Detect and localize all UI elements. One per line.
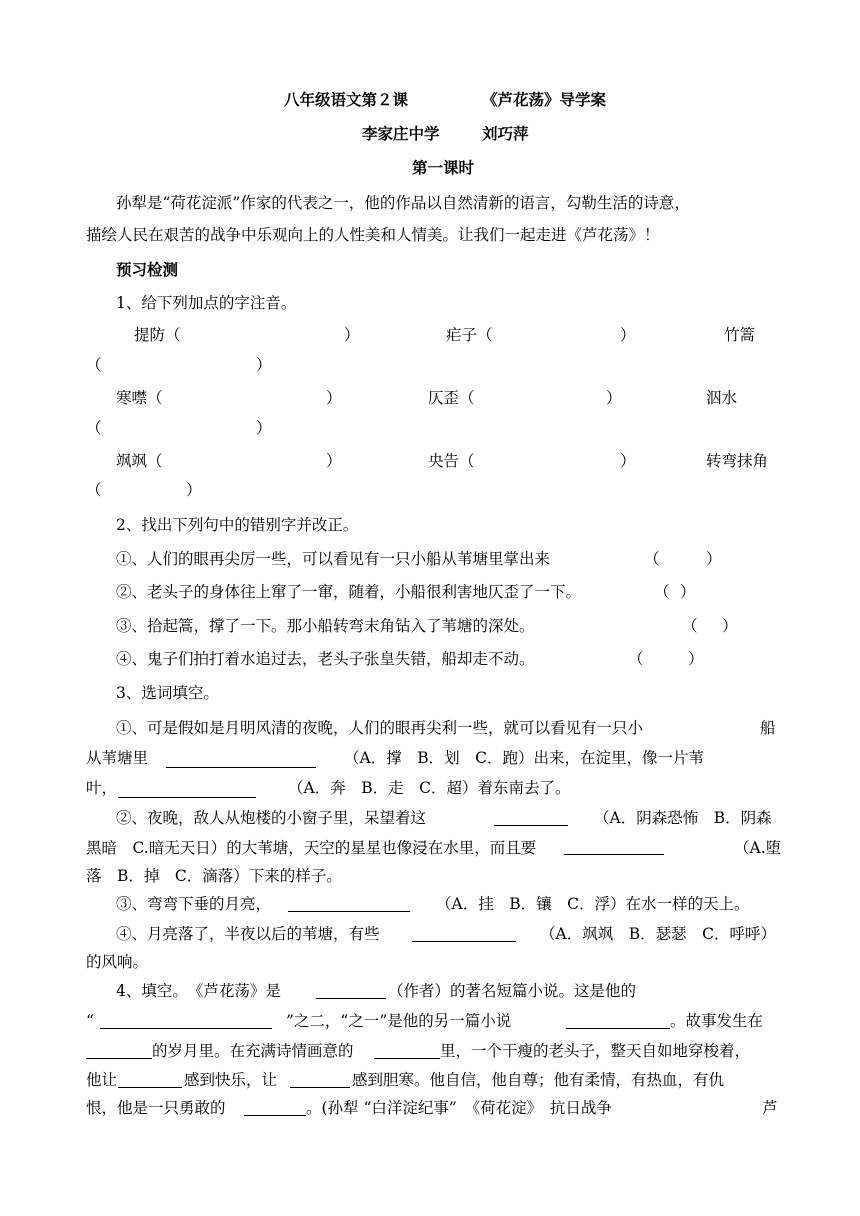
q1-word: 竹篙 bbox=[724, 326, 756, 344]
q4-line-4a: 他让 bbox=[86, 1071, 118, 1089]
answer-blank[interactable] bbox=[290, 1087, 350, 1088]
intro-line-2: 描绘人民在艰苦的战争中乐观向上的人性美和人情美。让我们一起走进《芦花荡》！ bbox=[86, 226, 660, 244]
q3-item-4-line2: 的风响。 bbox=[86, 953, 149, 971]
q4-line-5a: 恨，他是一只勇敢的 bbox=[86, 1099, 226, 1117]
q1-word: 飒飒（ bbox=[116, 452, 163, 470]
q3-options: （A．奔 B．走 C．超）着东南去了。 bbox=[288, 779, 571, 797]
q4-line-5c: 芦 bbox=[762, 1099, 778, 1117]
q2-paren: （ bbox=[628, 650, 644, 668]
q3-options: （A.堕 bbox=[734, 839, 782, 857]
intro-line-1: 孙犁是“荷花淀派”作家的代表之一，他的作品以自然清新的语言，勾勒生活的诗意， bbox=[116, 194, 690, 212]
q2-paren: （ bbox=[644, 550, 660, 568]
q1-word: 仄歪（ bbox=[428, 389, 475, 407]
school-name: 李家庄中学 bbox=[362, 125, 440, 143]
q4-line-1b: （作者）的著名短篇小说。这是他的 bbox=[388, 982, 637, 1000]
q1-paren: ） bbox=[326, 389, 342, 407]
q3-item-4: ④、月亮落了，半夜以后的苇塘，有些 bbox=[116, 925, 380, 943]
q1-paren: ） bbox=[326, 452, 342, 470]
section-title: 预习检测 bbox=[116, 261, 179, 279]
answer-blank[interactable] bbox=[316, 998, 386, 999]
q4-line-5b: 。(孙犁 “白洋淀纪事” 《荷花淀》 抗日战争 bbox=[306, 1099, 612, 1117]
q3-item-2-line3: 落 B．掉 C．滴落）下来的样子。 bbox=[86, 867, 342, 885]
answer-blank[interactable] bbox=[118, 797, 256, 798]
q1-word: 央告（ bbox=[428, 452, 475, 470]
q2-item-4: ④、鬼子们拍打着水追过去，老头子张皇失错，船却走不动。 bbox=[116, 650, 535, 668]
q3-options: （A．撑 B．划 C．跑）出来，在淀里，像一片苇 bbox=[344, 749, 704, 767]
title-left: 八年级语文第２课 bbox=[284, 91, 409, 109]
q2-paren: ） bbox=[680, 583, 696, 601]
q1-paren: （ bbox=[86, 481, 102, 499]
lesson-label: 第一课时 bbox=[412, 159, 475, 177]
answer-blank[interactable] bbox=[166, 767, 316, 768]
q3-item-1-line3: 叶， bbox=[86, 779, 118, 797]
q4-line-2b: ”之二，“之一”是他的另一篇小说 bbox=[286, 1012, 512, 1030]
q2-paren: ） bbox=[706, 550, 722, 568]
q2-paren: ） bbox=[688, 650, 704, 668]
q4-line-4c: 感到胆寒。他自信，他自尊；他有柔情，有热血，有仇 bbox=[352, 1071, 725, 1089]
answer-blank[interactable] bbox=[566, 1028, 670, 1029]
q1-paren: ） bbox=[256, 356, 272, 374]
answer-blank[interactable] bbox=[494, 825, 568, 826]
q1-word: 提防（ bbox=[134, 326, 181, 344]
q1-title: 1、给下列加点的字注音。 bbox=[116, 294, 297, 312]
q1-paren: ） bbox=[620, 452, 636, 470]
q2-item-1: ①、人们的眼再尖厉一些，可以看见有一只小船从苇塘里掌出来 bbox=[116, 550, 551, 568]
answer-blank[interactable] bbox=[118, 1087, 182, 1088]
q1-word: 疟子（ bbox=[446, 326, 493, 344]
q1-paren: ） bbox=[344, 326, 360, 344]
answer-blank[interactable] bbox=[288, 911, 410, 912]
q3-item-2: ②、夜晚，敌人从炮楼的小窗子里，呆望着这 bbox=[116, 809, 427, 827]
answer-blank[interactable] bbox=[86, 1058, 152, 1059]
q2-item-3: ③、拾起篙，撑了一下。那小船转弯末角钻入了苇塘的深处。 bbox=[116, 617, 535, 635]
answer-blank[interactable] bbox=[100, 1028, 272, 1029]
q4-line-3b: 的岁月里。在充满诗情画意的 bbox=[152, 1042, 354, 1060]
q1-word: 转弯抹角 bbox=[706, 452, 769, 470]
q3-item-3: ③、弯弯下垂的月亮， bbox=[116, 895, 272, 913]
q1-paren: ） bbox=[256, 419, 272, 437]
q4-line-2c: 。故事发生在 bbox=[670, 1012, 764, 1030]
q2-item-2: ②、老头子的身体往上窜了一窜，随着，小船很利害地仄歪了一下。 bbox=[116, 583, 582, 601]
q1-word: 泅水 bbox=[706, 389, 738, 407]
q1-paren: （ bbox=[86, 356, 102, 374]
author-name: 刘巧萍 bbox=[482, 125, 529, 143]
q2-paren: （ bbox=[682, 617, 698, 635]
q3-options: （A．飒飒 B．瑟瑟 C．呼呼） bbox=[540, 925, 776, 943]
answer-blank[interactable] bbox=[564, 854, 664, 855]
title-right: 《芦花荡》导学案 bbox=[482, 91, 607, 109]
q4-line-1: 4、填空。 《芦花荡》是 bbox=[116, 982, 281, 1000]
answer-blank[interactable] bbox=[244, 1115, 306, 1116]
q3-item-2-line2: 黑暗 C.暗无天日）的大苇塘，天空的星星也像浸在水里，而且要 bbox=[86, 839, 537, 857]
answer-blank[interactable] bbox=[374, 1058, 440, 1059]
answer-blank[interactable] bbox=[412, 941, 516, 942]
q2-paren: （ bbox=[654, 583, 670, 601]
q1-paren: ） bbox=[186, 481, 202, 499]
q1-paren: ） bbox=[606, 389, 622, 407]
q3-item-1-end: 船 bbox=[760, 719, 776, 737]
q3-item-1-line2: 从苇塘里 bbox=[86, 749, 149, 767]
q3-options: （A．阴森恐怖 B．阴森 bbox=[594, 809, 772, 827]
q4-quote-open: “ bbox=[86, 1012, 94, 1030]
q4-line-4b: 感到快乐，让 bbox=[184, 1071, 278, 1089]
q3-item-1: ①、可是假如是月明风清的夜晚，人们的眼再尖利一些，就可以看见有一只小 bbox=[116, 719, 644, 737]
q2-paren: ） bbox=[722, 617, 738, 635]
q1-word: 寒噤（ bbox=[116, 389, 163, 407]
q3-title: 3、选词填空。 bbox=[116, 684, 219, 702]
q1-paren: （ bbox=[86, 419, 102, 437]
q4-line-3c: 里，一个干瘦的老头子，整天自如地穿梭着， bbox=[440, 1042, 751, 1060]
q1-paren: ） bbox=[620, 326, 636, 344]
q2-title: 2、找出下列句中的错别字并改正。 bbox=[116, 516, 359, 534]
q3-options: （A．挂 B．镶 C．浮）在水一样的天上。 bbox=[436, 895, 750, 913]
